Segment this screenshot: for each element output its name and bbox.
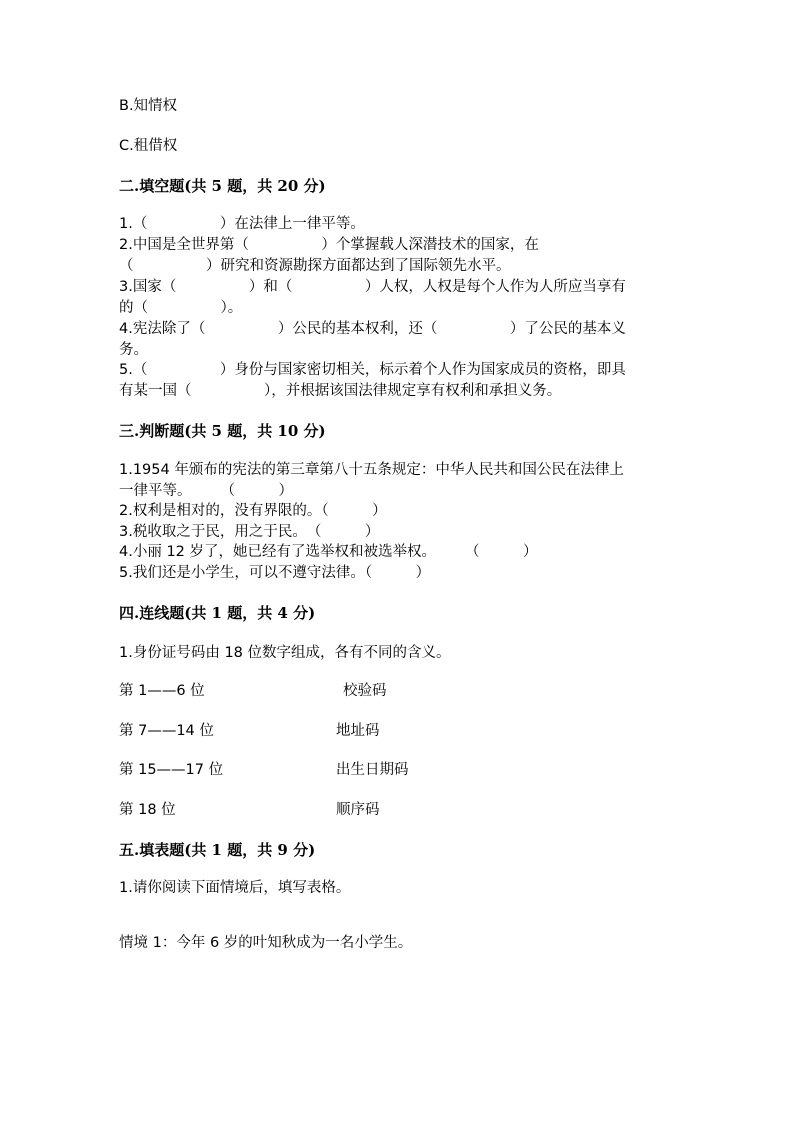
option-b: B.知情权 — [119, 98, 178, 114]
section2-line: 务。 — [119, 342, 148, 358]
match-right-item: 校验码 — [343, 683, 387, 699]
section2-line: 4.宪法除了（ ）公民的基本权利，还（ ）了公民的基本义 — [119, 321, 626, 337]
section3-line: 4.小丽 12 岁了，她已经有了选举权和被选举权。 （ ） — [119, 544, 538, 560]
match-right-item: 顺序码 — [336, 802, 380, 818]
match-right-item: 出生日期码 — [336, 762, 409, 778]
option-c: C.租借权 — [119, 138, 178, 154]
section2-line: 2.中国是全世界第（ ）个掌握载人深潜技术的国家，在 — [119, 237, 539, 253]
section2-heading: 二.填空题(共 5 题，共 20 分) — [119, 177, 326, 195]
section3-line: 一律平等。 （ ） — [119, 483, 293, 499]
section3-line: 3.税收取之于民，用之于民。 （ ） — [119, 524, 380, 540]
match-left-item: 第 18 位 — [119, 802, 176, 818]
section2-line: 1.（ ）在法律上一律平等。 — [119, 216, 365, 232]
match-left-item: 第 7——14 位 — [119, 723, 214, 739]
section2-line: 3.国家（ ）和（ ）人权，人权是每个人作为人所应当享有 — [119, 279, 626, 295]
section3-line: 1.1954 年颁布的宪法的第三章第八十五条规定：中华人民共和国公民在法律上 — [119, 462, 624, 478]
section3-line: 2.权利是相对的，没有界限的。（ ） — [119, 503, 387, 519]
section2-line: 5.（ ）身份与国家密切相关，标示着个人作为国家成员的资格，即具 — [119, 362, 626, 378]
section4-heading: 四.连线题(共 1 题，共 4 分) — [119, 604, 316, 622]
section3-heading: 三.判断题(共 5 题，共 10 分) — [119, 422, 326, 440]
section2-line: 有某一国（ ），并根据该国法律规定享有权利和承担义务。 — [119, 383, 562, 399]
section2-line: 的（ ）。 — [119, 300, 243, 316]
match-left-item: 第 1——6 位 — [119, 683, 205, 699]
section4-intro: 1.身份证号码由 18 位数字组成，各有不同的含义。 — [119, 645, 451, 661]
section5-heading: 五.填表题(共 1 题，共 9 分) — [119, 841, 316, 859]
match-right-item: 地址码 — [336, 723, 380, 739]
section2-line: （ ）研究和资源勘探方面都达到了国际领先水平。 — [119, 258, 511, 274]
match-left-item: 第 15——17 位 — [119, 762, 224, 778]
section5-intro: 1.请你阅读下面情境后，填写表格。 — [119, 880, 351, 896]
section3-line: 5.我们还是小学生，可以不遵守法律。（ ） — [119, 565, 431, 581]
section5-scenario: 情境 1：今年 6 岁的叶知秋成为一名小学生。 — [119, 935, 413, 951]
